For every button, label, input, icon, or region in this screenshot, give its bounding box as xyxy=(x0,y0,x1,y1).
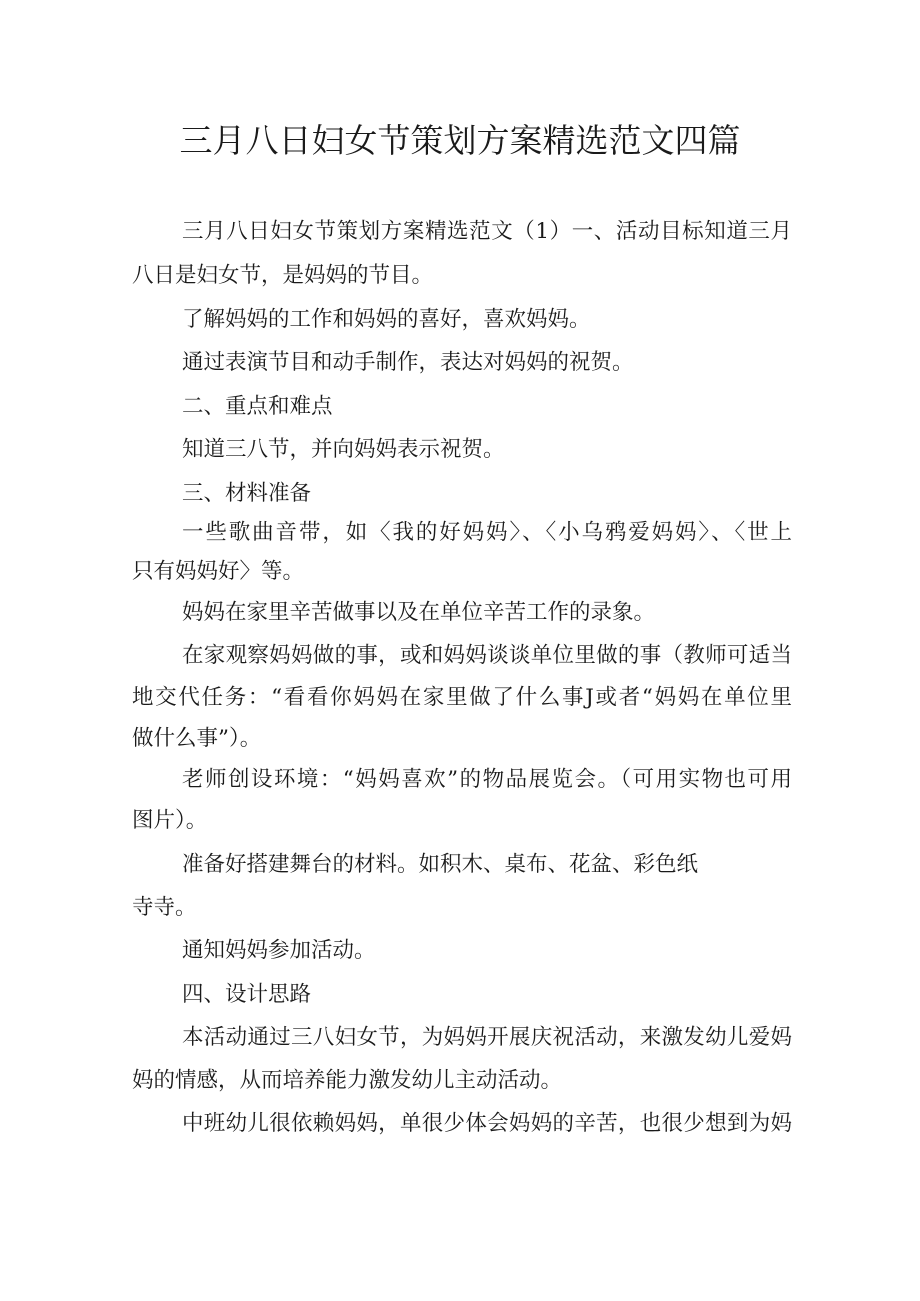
section-heading: 二、重点和难点 xyxy=(182,394,333,419)
paragraph-line: 只有妈妈好〉等。 xyxy=(132,559,305,584)
paragraph-line: 地交代任务：“看看你妈妈在家里做了什么事J或者“妈妈在单位里 xyxy=(132,685,792,710)
document-title: 三月八日妇女节策划方案精选范文四篇 xyxy=(179,121,741,160)
section-heading: 三、材料准备 xyxy=(182,481,312,506)
paragraph-line: 做什么事”）。 xyxy=(132,726,262,751)
paragraph-line: 通过表演节目和动手制作，表达对妈妈的祝贺。 xyxy=(182,350,634,375)
paragraph-line: 图片）。 xyxy=(132,808,208,833)
paragraph-line: 妈妈在家里辛苦做事以及在单位辛苦工作的录象。 xyxy=(182,600,656,625)
paragraph-line: 知道三八节，并向妈妈表示祝贺。 xyxy=(182,437,505,462)
paragraph-line: 三月八日妇女节策划方案精选范文（1）一、活动目标知道三月 xyxy=(182,219,792,244)
paragraph-line: 中班幼儿很依赖妈妈，单很少体会妈妈的辛苦，也很少想到为妈 xyxy=(182,1111,792,1136)
paragraph-line: 一些歌曲音带，如〈我的好妈妈〉、〈小乌鸦爱妈妈〉、〈世上 xyxy=(182,520,792,545)
paragraph-line: 老师创设环境：“妈妈喜欢”的物品展览会。（可用实物也可用 xyxy=(182,767,792,792)
paragraph-line: 本活动通过三八妇女节，为妈妈开展庆祝活动，来激发幼儿爱妈 xyxy=(182,1025,792,1050)
paragraph-line: 在家观察妈妈做的事，或和妈妈谈谈单位里做的事（教师可适当 xyxy=(182,643,792,668)
paragraph-line: 妈的情感，从而培养能力激发幼儿主动活动。 xyxy=(132,1068,563,1093)
paragraph-line: 了解妈妈的工作和妈妈的喜好，喜欢妈妈。 xyxy=(182,307,591,332)
paragraph-line: 准备好搭建舞台的材料。如积木、桌布、花盆、彩色纸 xyxy=(182,852,699,877)
section-heading: 四、设计思路 xyxy=(182,982,312,1007)
paragraph-line: 八日是妇女节，是妈妈的节目。 xyxy=(132,263,434,288)
paragraph-line: 寺寺。 xyxy=(132,895,197,920)
paragraph-line: 通知妈妈参加活动。 xyxy=(182,938,376,963)
